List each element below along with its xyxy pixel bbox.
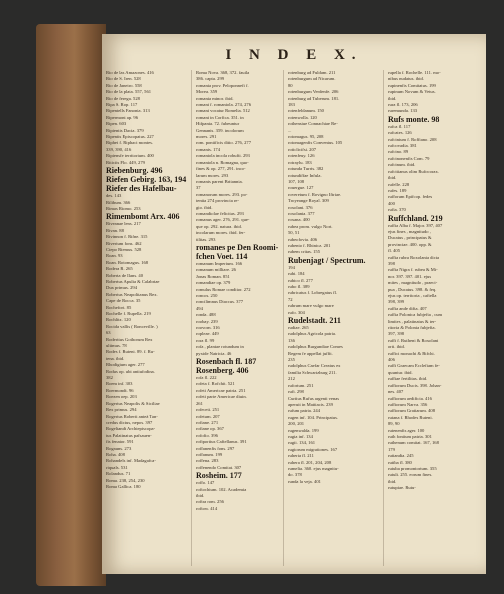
index-entry: pua , Ducatus. 398. & feq.	[388, 286, 437, 292]
index-entry: rubricatus f. Lobregatus fl.	[288, 290, 338, 296]
index-entry: rotenburg ad Tuberum. 181.	[288, 95, 340, 101]
index-entry: orti. ibid.	[388, 344, 405, 350]
index-entry: Jonas Roman. 851	[196, 273, 230, 279]
index-entry: rutiandia. 245	[388, 453, 414, 459]
index-entry: rutuli. 255. eorum fines.	[388, 472, 433, 478]
index-entry: Rimembomt Arx. 406	[106, 212, 180, 222]
index-entry: Rosenberg. 406	[196, 366, 249, 376]
index-entry: roobay. 239	[196, 318, 218, 324]
index-entry: rutenenfis ager. 100	[388, 427, 425, 433]
index-entry: ruheria fl. 211	[288, 453, 314, 459]
index-entry: Morea. 359	[196, 89, 218, 95]
index-entry: 398	[388, 260, 395, 266]
index-entry: Rivan. 88	[106, 227, 124, 233]
index-entry: quuntur. ibid.	[388, 369, 413, 375]
index-entry: rufcino. 89	[388, 149, 409, 155]
index-entry: ruffiorum aedificia. 416	[388, 395, 432, 401]
index-entry: rubeofovia. 406	[288, 236, 318, 242]
index-entry: romania prov. Peloponnefi f.	[196, 82, 249, 88]
index-entry: rutuba promontorium. 355	[388, 465, 437, 471]
index-entry: ruffia ande difta. 407	[388, 305, 427, 311]
index-entry: rufcinum. ibid.	[388, 162, 416, 168]
index-entry: Riphei f. Riphaci montes.	[106, 140, 154, 146]
index-entry: 382	[106, 375, 113, 381]
index-entry: rufo. 304	[288, 309, 305, 315]
index-entry: roffanenfis fons. 297	[196, 445, 235, 451]
index-entry: rufum patria. 244	[288, 408, 321, 414]
index-entry: Curtius Rufus argenti venas	[288, 395, 340, 401]
index-entry: 386. capta. 299	[196, 76, 225, 82]
index-entry: nibus nudatus. ibid.	[388, 76, 424, 82]
index-entry: romania minor. ibid.	[196, 95, 234, 101]
index-entry: roveretum f. Rovigno Iftriae.	[288, 191, 342, 197]
index-entry: rufcinium f. Roffiano. 208	[388, 136, 437, 142]
index-entry: Roderitus Gothorum Rex	[106, 336, 153, 342]
index-entry: roffo. 147	[196, 480, 215, 486]
index-entry: incolarum mores. ibid. fer-	[196, 230, 246, 236]
index-entry: 406	[388, 357, 395, 363]
index-entry: Roberius Neapolitanus Rex.	[106, 291, 158, 297]
index-entry: Rio de ferega. 528	[106, 95, 140, 101]
index-column-3	[288, 70, 378, 570]
index-entry: tus Palatinatus pafsauen-	[106, 432, 152, 438]
index-entry: rubrum mare vulgo mare	[288, 303, 334, 309]
index-entry: Ripentis Episcopatus. 227	[106, 134, 154, 140]
index-entry: credus dictus, nepos. 397	[106, 419, 153, 425]
index-entry: romanorum mores. 293. po-	[196, 191, 248, 197]
column-divider	[283, 70, 284, 566]
index-entry: des. 143	[106, 193, 122, 199]
index-entry: Rio de S. Iren. 528	[106, 76, 141, 82]
index-entry: ejus fines , magnitudo ,	[388, 228, 431, 234]
index-entry: Rodera R. 265	[106, 266, 133, 272]
index-entry: Roem inf. 303	[106, 381, 133, 387]
index-entry: Ripermont ap. 96	[106, 114, 139, 120]
index-entry: 80	[288, 82, 293, 88]
index-entry: ruffi f. Rutheni & Roxolani	[388, 337, 439, 343]
index-entry: roticlicifsi. 207	[288, 146, 317, 152]
page-title: I N D E X.	[225, 47, 363, 63]
index-entry: rufcinonenfis Com. 79	[388, 155, 430, 161]
index-entry: rubea prom. vulgo Nort.	[288, 223, 333, 229]
index-entry: Riveanae lens. 217	[106, 221, 141, 227]
index-entry: roxolani. 376	[288, 204, 313, 210]
index-entry: Rogeltandt Archiepiscopa-	[106, 426, 156, 432]
index-entry: fchen Voet. 114	[196, 251, 248, 261]
index-entry: Rogauns. 273	[106, 445, 132, 451]
index-entry: Roma Nova. 368, 372. fauila	[196, 70, 250, 75]
index-entry: ruffiae fertilitas. ibid.	[388, 376, 428, 382]
index-entry: Rogerius Roberti anteà Tan-	[106, 413, 158, 419]
index-entry: rofiane. 271	[196, 419, 219, 425]
index-entry: Rimas Riomo. 253	[106, 205, 141, 211]
index-entry: Roma. 238, 254, 230	[106, 477, 145, 483]
index-entry: familia Schwartzburg 211.	[288, 369, 337, 375]
index-entry: Dux primus. 294	[106, 285, 138, 291]
index-entry: rom. pontificis ditio. 276, 277	[196, 140, 251, 146]
index-entry: rufortum. 251	[288, 382, 314, 388]
index-entry: Rio de las Amazones. 416	[106, 70, 154, 75]
index-entry: ritoria & Polonia fubjefta.	[388, 325, 436, 331]
index-entry: ruffiorum Narva. 356	[388, 401, 428, 407]
index-entry: 398, 399	[388, 299, 405, 305]
index-entry: rupinum Novum & Vetus.	[388, 89, 436, 95]
index-entry: rofeta f. Rofchit. 521	[196, 381, 235, 387]
index-entry: rubo fl. 389	[288, 284, 310, 289]
index-entry: ruhera fl. 201, 204, 208	[288, 459, 332, 465]
index-entry: rotenfeuy. 126	[288, 153, 315, 159]
index-entry: romanes pe Den Roomi-	[196, 242, 278, 252]
index-entry: Rohandels inf. Madagafca-	[106, 458, 156, 464]
book-spine	[36, 24, 106, 586]
index-entry: Rocida vallis ( Ronceville. )	[106, 323, 158, 329]
index-entry: romanum milliare. 26	[196, 267, 236, 273]
index-entry: ejus op. territoria , caftella	[388, 293, 437, 298]
index-entry: ruffici monachi & Bifchi.	[388, 350, 435, 356]
index-entry: 261	[196, 400, 203, 406]
index-entry: Ciepo Riemus. 528	[106, 246, 142, 252]
index-entry: Cape de Rocca. 35	[106, 298, 141, 304]
index-entry: rotenburg ad Fuldam. 211	[288, 70, 336, 75]
index-entry: Ripa S. Rop. 117	[106, 102, 138, 108]
index-entry: rothensiue Connachiae Re-	[288, 121, 338, 127]
index-entry: Roha. 408	[106, 451, 125, 457]
index-entry: roffanum. 199	[196, 451, 223, 457]
index-entry: runda la veja. 401	[288, 478, 321, 484]
column-divider	[383, 70, 384, 566]
index-entry: Rochlitz. 120	[106, 317, 131, 323]
index-entry: Rodes f. Ruteni. 89. f. Ru-	[106, 349, 155, 355]
index-entry: ultimus. 78	[106, 343, 127, 349]
index-column-2	[196, 70, 278, 570]
index-entry: roxolania. 377	[288, 210, 315, 216]
index-entry: rubico fl. 277	[288, 277, 313, 283]
index-entry: rotundiffae Infula.	[288, 172, 322, 178]
index-entry: rubem critas. 155	[288, 249, 321, 255]
index-entry: romulus Romae conditor. 272	[196, 286, 251, 292]
index-entry: do. 378	[288, 472, 302, 478]
index-entry: rutana f. Rhodes Ruteni.	[388, 414, 433, 420]
index-entry: Rogerius Neapolis & Siciliae	[106, 400, 160, 406]
index-entry: 72	[288, 296, 293, 302]
index-entry: Rufs monte. 98	[388, 114, 440, 124]
index-entry: provinciae. 400. opp. &	[388, 241, 432, 247]
index-entry: Riverium fons. 462	[106, 240, 142, 246]
index-entry: Rex primus. 294	[106, 407, 137, 413]
index-entry: rotenwolla. 120	[288, 114, 317, 120]
index-entry: romaniola incola robufti. 293	[196, 153, 250, 159]
index-entry: 50, 51	[288, 230, 300, 236]
index-entry: Riefen Gebirg. 163, 194	[106, 175, 187, 185]
index-entry: Robertus Apulia & Calabriae	[106, 278, 160, 284]
index-entry: rudiae. 265	[288, 325, 309, 331]
index-entry: rofeti parte Americae diuin.	[196, 394, 247, 400]
index-entry: rofeceti. 251	[196, 407, 220, 413]
index-entry: fines & op. 277, 291. inco-	[196, 166, 246, 172]
index-entry: 136	[288, 337, 295, 343]
index-column-1	[106, 70, 188, 570]
index-entry: rugenwalda. 199	[288, 427, 319, 433]
index-entry: rufca fl. 117	[388, 123, 411, 129]
index-entry: ruth fontium patria. 301	[388, 433, 432, 439]
index-entry: ruthenum comitat. 167, 168	[388, 440, 439, 446]
index-entry: rofetum. 207	[196, 413, 220, 419]
index-entry: ruremunda. 133	[388, 108, 418, 114]
index-entry: rugii. 134, 161	[288, 440, 316, 446]
index-entry: rupella f. Rochelle. 111. mo-	[388, 70, 441, 75]
index-entry: rofa fl. 222	[196, 375, 217, 381]
index-entry: 107, 108	[288, 178, 305, 184]
index-entry: Riefer des Hafelbau-	[106, 184, 177, 194]
index-entry: Rudelstadt. 211	[288, 316, 341, 326]
index-entry: rotomagus. 95, 208	[288, 134, 324, 140]
index-entry: rubi. 184	[288, 271, 305, 277]
index-entry: rofeti Americae patria. 251	[196, 387, 246, 393]
index-entry: nes. 407	[388, 389, 404, 395]
index-entry: Rilibum. 366	[106, 199, 131, 205]
index-entry: ruffi Graecam Ecclefiam fe-	[388, 363, 440, 369]
index-entry: ronda. 488	[196, 312, 216, 318]
index-entry: 194	[288, 264, 295, 270]
index-entry: ibid.	[388, 478, 397, 484]
index-entry: romanis. 174	[196, 146, 220, 152]
index-entry: rugia inf. 134	[288, 433, 313, 439]
index-entry: rotenfeldanum. 150	[288, 108, 324, 114]
index-entry: rutupiae. Rutu-	[388, 485, 416, 491]
index-entry: ropleae. 449	[196, 331, 219, 337]
index-entry: fis fenator. 591	[106, 439, 134, 445]
index-entry: romandiae op. 379	[196, 280, 231, 286]
index-entry: rudolphus Agricola patria.	[288, 331, 337, 337]
index-entry: rofiportius Caftellanus. 391	[196, 439, 247, 445]
index-entry: Roezen oep. 203	[106, 394, 137, 400]
index-entry: rubento f. Rhinicz. 201	[288, 242, 331, 248]
index-entry: Ripentells Fanonia. 313	[106, 108, 150, 114]
index-entry: rotraylu. 183	[288, 159, 312, 165]
index-entry: rufcates. 126	[388, 130, 412, 136]
index-entry: Troyeange Royal. 309	[288, 198, 329, 204]
index-entry: Rochefort. 85	[106, 304, 132, 310]
index-entry: 63	[106, 330, 111, 336]
index-entry: rotunda Turris. 382	[288, 166, 324, 172]
index-entry: Ruffchland. 219	[388, 213, 443, 223]
index-entry: rudolphus Caefar Creatus ex	[288, 363, 341, 369]
index-entry: roffena. 283	[196, 458, 219, 464]
index-entry: rufcitianus olim Rufocorax.	[388, 168, 439, 174]
index-entry: ...	[288, 127, 292, 133]
index-entry: rufi. 298	[288, 389, 304, 395]
index-entry: rotenburgum ad Nicarum.	[288, 76, 336, 82]
index-entry: rufforum Epifcop. fedes	[388, 194, 433, 200]
index-entry: Roan. 93	[106, 253, 123, 259]
index-entry: Ripiensfe territorium. 400	[106, 153, 154, 159]
index-entry: roftra rom. 256	[196, 499, 224, 505]
index-entry: rotomagenfis Conventus. 105	[288, 140, 343, 146]
index-entry: aperuit in Mattiacis. 239	[288, 401, 333, 407]
book-page	[102, 34, 486, 574]
index-entry: 200, 201	[288, 421, 305, 427]
index-entry: 212	[288, 376, 295, 382]
index-entry: ruffia Alba f. Major. 397, 407	[388, 222, 443, 228]
index-entry: rufcovadia. 381	[388, 143, 417, 149]
index-entry: romandiolae felicitas. 293	[196, 210, 244, 216]
index-entry: pyxide Natricia. 46	[196, 350, 232, 356]
index-entry: larum mores. 293	[196, 172, 229, 178]
index-entry: Regem fe appellat juffit.	[288, 350, 333, 356]
index-entry: rofa , plantae rotundum in	[196, 344, 244, 350]
index-entry: 183	[288, 102, 295, 108]
index-entry: roncilimnus Diaccus. 377	[196, 299, 244, 305]
index-entry: 494	[196, 305, 203, 311]
index-entry: tilitas. 293	[196, 236, 216, 242]
index-entry: roxana. 400	[288, 217, 310, 223]
index-entry: roovorn. 316	[196, 325, 220, 331]
index-entry: Rio de Janeiro. 558	[106, 82, 142, 88]
index-entry: Ducatus , principatus &	[388, 235, 432, 241]
index-entry: ruffiorum Ducis. 398. Johan-	[388, 382, 442, 388]
index-entry: rufes. 189	[388, 187, 407, 193]
index-entry: ruffia Polonica fubjefta , cum	[388, 312, 443, 318]
index-entry: rotenburgum Verdenfe. 206	[288, 89, 339, 95]
index-entry: 400	[388, 200, 395, 206]
index-entry: romaniola n. Romagna, quo-	[196, 159, 249, 165]
index-entry: limites , palatinatus & ter-	[388, 318, 437, 324]
index-entry: romani f. romaniola. 274, 276	[196, 102, 251, 108]
index-entry: Rubenjagt / Spectrum.	[288, 255, 366, 265]
index-entry: rudolphus Burgundiae Comes	[288, 344, 343, 350]
index-entry: mores. 291	[196, 134, 217, 140]
index-entry: rora fl. 99	[196, 337, 215, 343]
index-entry: ibid.	[196, 492, 205, 498]
index-entry: roftochium. 102. Academia	[196, 486, 247, 492]
index-entry: tena. ibid.	[106, 355, 125, 361]
index-entry: Rodus op. ubi antiufodina.	[106, 368, 155, 374]
index-entry: Rhodigium ager. 277	[106, 362, 145, 368]
index-entry: Ripen. 603	[106, 121, 127, 127]
index-entry: que op. 292. natura. ibid.	[196, 223, 242, 229]
index-column-4	[388, 70, 482, 570]
index-entry: romani vocatur Romelia. 512	[196, 108, 250, 114]
index-entry: rugen inf. 104. Principatus.	[288, 414, 339, 420]
index-entry: fl. 405	[388, 248, 400, 254]
index-entry: romanus ager. 276, 291. que-	[196, 217, 250, 223]
index-entry: roffenendo Comitat. 307	[196, 464, 242, 470]
column-divider	[191, 70, 192, 566]
index-entry: mites , magnitudo , praeci-	[388, 280, 438, 286]
index-entry: Ripientis Dacia. 379	[106, 127, 144, 133]
index-entry: 89, 90	[388, 421, 400, 427]
index-entry: Roan. Rotomagus. 168	[106, 259, 149, 265]
index-entry: Rolandus. 71	[106, 471, 131, 477]
index-entry: ruffia Nigra f. rubea & Mi-	[388, 267, 438, 273]
index-entry: rofofio. 396	[196, 432, 218, 438]
index-entry: nor. 397. 397. 401. ejus	[388, 273, 432, 279]
index-entry: rugiorum migrationes. 167	[288, 446, 338, 452]
index-entry: roftow. 414	[196, 505, 218, 511]
index-entry: rofiane op. 367	[196, 426, 224, 432]
index-entry: ibid.	[388, 95, 397, 101]
index-entry: 37	[196, 185, 201, 191]
index-entry: roncos. 250	[196, 293, 218, 298]
index-entry: Rivinnon f. Rifne. 315	[106, 234, 148, 240]
index-entry: Roma Gallica. 180	[106, 483, 141, 489]
index-entry: 339, 390, 416	[106, 146, 132, 152]
index-entry: romani in Corfica. 351. in	[196, 114, 244, 120]
index-entry: Rosheim. 177	[196, 471, 242, 481]
index-entry: Rio de la plata. 557, 561	[106, 89, 152, 95]
index-entry: Riebenburg. 496	[106, 166, 163, 176]
index-entry: gio. ibid.	[196, 204, 213, 210]
index-entry: ibid.	[388, 175, 397, 181]
index-entry: 235	[288, 357, 295, 363]
index-entry: rouergue. 127	[288, 185, 314, 191]
index-entry: riquals. 531	[106, 464, 128, 470]
index-entry: rura fl. 173, 206	[388, 102, 418, 108]
index-entry: Roermondt. 96	[106, 387, 134, 393]
index-entry: ruffiorum Gratiarum. 408	[388, 408, 435, 414]
index-entry: Riticiis Flo. 449, 279	[106, 159, 145, 165]
index-entry: Hifpania. 72. fubeuntur	[196, 121, 240, 127]
index-entry: rumelia. 360. ejus magnitu-	[288, 465, 339, 471]
index-entry: romanis parent Britannia.	[196, 178, 243, 184]
index-entry: rupinenfis Comitatus. 199	[388, 82, 436, 88]
index-entry: Rosenbach fl. 187	[196, 357, 257, 367]
index-entry: ruffia rubra Roxolania dicta	[388, 254, 440, 260]
index-entry: romanum Imperium. 166	[196, 260, 243, 266]
index-entry: Roberta de Ilans. 40	[106, 272, 143, 278]
index-entry: rufia. 370	[388, 207, 406, 213]
index-entry: rutiba fl. 380	[388, 459, 412, 465]
index-entry: tentia 274 provincia re-	[196, 198, 239, 204]
index-entry: Gennanis. 359. incolorum	[196, 127, 244, 133]
index-entry: 179	[388, 446, 395, 452]
index-entry: 397, 398	[388, 331, 405, 337]
index-entry: Rochelle f. Rupella. 219	[106, 311, 151, 316]
index-entry: rufelle. 228	[388, 181, 410, 187]
